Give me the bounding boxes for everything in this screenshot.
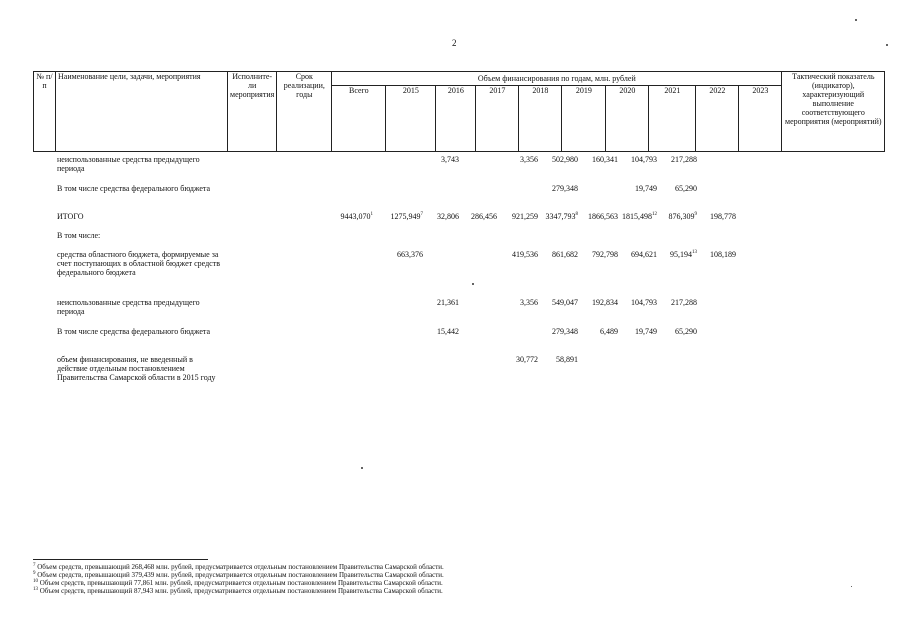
page-number: 2 xyxy=(452,38,457,48)
row-value xyxy=(552,184,578,193)
value-number: 160,341 xyxy=(592,155,618,164)
value-number: 3347,793 xyxy=(545,212,576,221)
row-value xyxy=(552,250,578,259)
value-number: 921,259 xyxy=(512,212,538,221)
row-value xyxy=(675,327,697,336)
row-value xyxy=(622,212,657,221)
row-value xyxy=(552,298,578,307)
value-number: 663,376 xyxy=(397,250,423,259)
row-value xyxy=(397,250,423,259)
row-value xyxy=(437,327,459,336)
col-2022: 2022 xyxy=(696,86,739,152)
row-value xyxy=(600,327,618,336)
footnote-mark: 13 xyxy=(33,587,38,592)
value-number: 104,793 xyxy=(631,155,657,164)
value-number: 58,891 xyxy=(556,355,578,364)
value-number: 30,772 xyxy=(516,355,538,364)
footnote-ref: 12 xyxy=(652,212,657,217)
row-value xyxy=(512,212,538,221)
row-value xyxy=(592,298,618,307)
row-value xyxy=(671,298,697,307)
value-number: 792,798 xyxy=(592,250,618,259)
value-number: 3,743 xyxy=(441,155,459,164)
col-2021: 2021 xyxy=(649,86,696,152)
footnote xyxy=(33,579,443,587)
value-number: 19,749 xyxy=(635,327,657,336)
value-number: 876,309 xyxy=(668,212,695,221)
row-value xyxy=(546,212,579,221)
header-financing-title: Объем финансирования по годам, млн. рублей xyxy=(332,72,782,86)
row-label: В том числе: xyxy=(57,231,101,240)
row-value xyxy=(552,155,578,164)
value-number: 9443,070 xyxy=(340,212,371,221)
row-value xyxy=(471,212,497,221)
footnote-text: Объем средств, превышающий 77,861 млн. рублей, предусматривается отдельным постановлением Правительства Самарской области. xyxy=(38,579,443,587)
col-total: Всего xyxy=(332,86,386,152)
row-value xyxy=(556,355,578,364)
footnote xyxy=(33,587,443,595)
value-number: 104,793 xyxy=(631,298,657,307)
row-value xyxy=(441,155,459,164)
value-number: 32,806 xyxy=(437,212,459,221)
header-num: № п/п xyxy=(34,72,56,152)
col-2015: 2015 xyxy=(386,86,436,152)
value-number: 694,621 xyxy=(631,250,657,259)
col-2019: 2019 xyxy=(562,86,606,152)
footnote-mark: 7 xyxy=(33,563,36,568)
row-value xyxy=(669,212,698,221)
value-number: 95,194 xyxy=(670,250,692,259)
header-term: Срок реализации, годы xyxy=(277,72,332,152)
footnote xyxy=(33,563,444,571)
row-value xyxy=(520,298,538,307)
value-number: 217,288 xyxy=(671,155,697,164)
value-number: 108,189 xyxy=(710,250,736,259)
value-number: 1815,498 xyxy=(622,212,652,221)
value-number: 1275,949 xyxy=(390,212,421,221)
value-number: 19,749 xyxy=(635,184,657,193)
value-number: 192,834 xyxy=(592,298,618,307)
row-label: В том числе средства федерального бюджета xyxy=(57,327,211,336)
value-number: 1866,563 xyxy=(588,212,618,221)
header-indicator: Тактический показатель (индикатор), характеризующий выполнение соответствующего мероприятия (мероприятий) xyxy=(782,72,885,152)
footnote-ref: 7 xyxy=(420,212,423,217)
footnote-text: Объем средств, превышающий 268,468 млн. рублей, предусматривается отдельным постановлением Правительства Самарской области. xyxy=(35,563,444,571)
row-label: неиспользованные средства предыдущего периода xyxy=(57,298,200,316)
footnote-mark: 10 xyxy=(33,579,38,584)
row-value xyxy=(341,212,374,221)
header-executors: Исполните-ли мероприятия xyxy=(228,72,277,152)
row-label: объем финансирования, не введенный в действие отдельным постановлением Правительства Самарской области в 2015 году xyxy=(57,355,216,382)
row-value xyxy=(710,212,736,221)
value-number: 286,456 xyxy=(471,212,497,221)
col-2018: 2018 xyxy=(519,86,562,152)
row-value xyxy=(516,355,538,364)
row-value xyxy=(670,250,697,259)
value-number: 3,356 xyxy=(520,155,538,164)
col-2016: 2016 xyxy=(436,86,476,152)
value-number: 217,288 xyxy=(671,298,697,307)
row-value xyxy=(631,155,657,164)
value-number: 21,361 xyxy=(437,298,459,307)
value-number: 15,442 xyxy=(437,327,459,336)
value-number: 65,290 xyxy=(675,184,697,193)
row-value xyxy=(588,212,618,221)
footnote-text: Объем средств, превышающий 87,943 млн. рублей, предусматривается отдельным постановлением Правительства Самарской области. xyxy=(38,587,443,595)
footnote xyxy=(33,571,444,579)
row-value xyxy=(512,250,538,259)
row-label: В том числе средства федерального бюджета xyxy=(57,184,211,193)
footnote-ref: 1 xyxy=(370,212,373,217)
row-value xyxy=(592,250,618,259)
value-number: 65,290 xyxy=(675,327,697,336)
col-2020: 2020 xyxy=(606,86,649,152)
row-value xyxy=(437,212,459,221)
row-value xyxy=(631,298,657,307)
col-2023: 2023 xyxy=(739,86,782,152)
value-number: 279,348 xyxy=(552,184,578,193)
value-number: 6,489 xyxy=(600,327,618,336)
footnote-ref: 13 xyxy=(692,250,697,255)
row-value xyxy=(631,250,657,259)
footnote-ref: 9 xyxy=(694,212,697,217)
footnote-text: Объем средств, превышающий 379,439 млн. рублей, предусматривается отдельным постановлением Правительства Самарской области. xyxy=(35,571,444,579)
footnote-separator xyxy=(33,559,208,560)
value-number: 3,356 xyxy=(520,298,538,307)
row-label: неиспользованные средства предыдущего периода xyxy=(57,155,200,173)
row-value xyxy=(675,184,697,193)
row-value xyxy=(592,155,618,164)
row-label: средства областного бюджета, формируемые за счет поступающих в областной бюджет средств федерального бюджета xyxy=(57,250,221,277)
header-name: Наименование цели, задачи, мероприятия xyxy=(56,72,228,152)
row-value xyxy=(437,298,459,307)
value-number: 419,536 xyxy=(512,250,538,259)
row-value xyxy=(710,250,736,259)
footnote-mark: 9 xyxy=(33,571,36,576)
value-number: 502,980 xyxy=(552,155,578,164)
value-number: 549,047 xyxy=(552,298,578,307)
row-value xyxy=(552,327,578,336)
row-value xyxy=(391,212,424,221)
value-number: 198,778 xyxy=(710,212,736,221)
row-value xyxy=(635,184,657,193)
col-2017: 2017 xyxy=(476,86,519,152)
footnote-ref: 8 xyxy=(575,212,578,217)
value-number: 861,682 xyxy=(552,250,578,259)
row-value xyxy=(635,327,657,336)
row-label: ИТОГО xyxy=(57,212,84,221)
row-value xyxy=(520,155,538,164)
row-value xyxy=(671,155,697,164)
value-number: 279,348 xyxy=(552,327,578,336)
